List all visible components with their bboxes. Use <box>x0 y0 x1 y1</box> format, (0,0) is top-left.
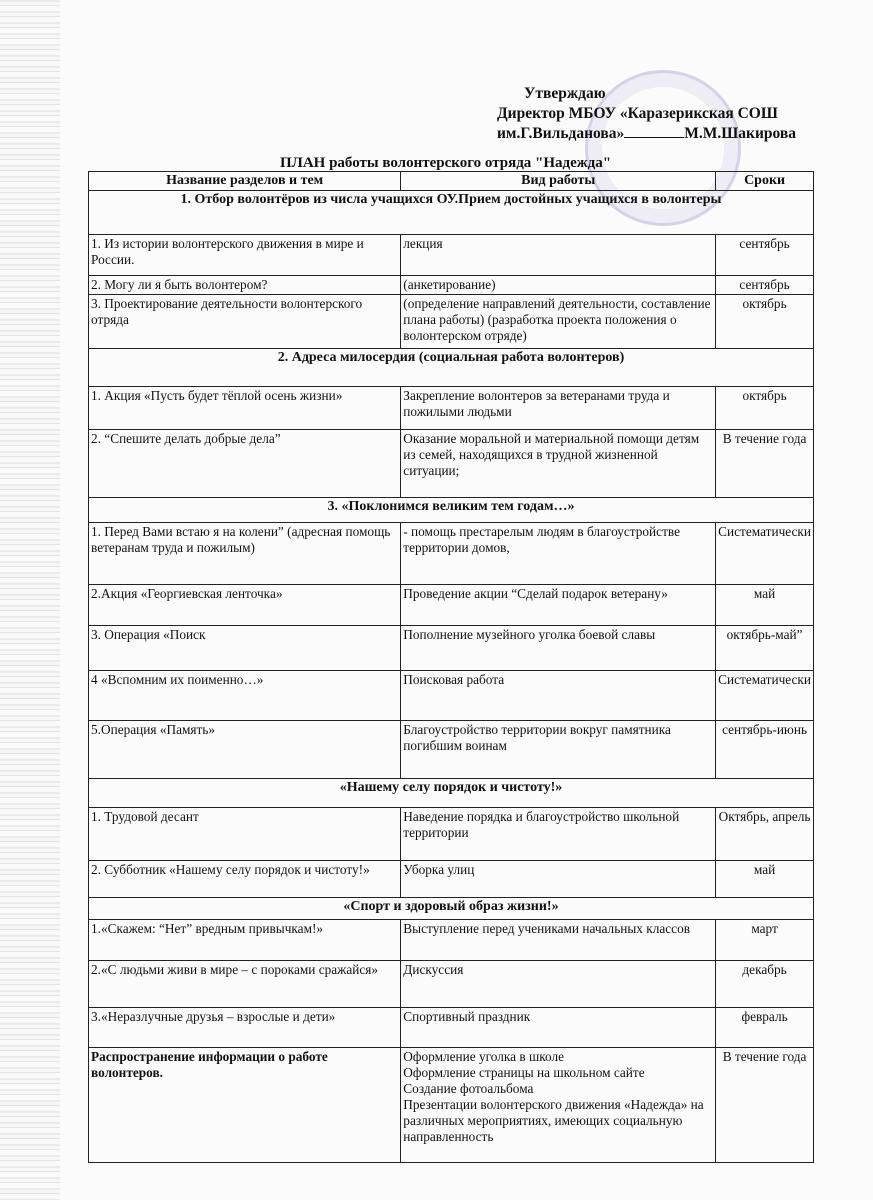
header-dates: Сроки <box>716 172 814 191</box>
document-title: ПЛАН работы волонтерского отряда "Надежда" <box>280 155 612 171</box>
dates-cell: октябрь-май” <box>716 626 814 671</box>
work-type-cell: лекция <box>401 235 716 276</box>
table-row <box>89 671 814 721</box>
work-type-cell: Оформление уголка в школе Оформление страницы на школьном сайте Создание фотоальбома Презентации волонтерского движения «Надежда» на различных мероприятиях, имеющих социальную направленность <box>401 1048 716 1163</box>
section-title: 3. «Поклонимся великим тем годам…» <box>89 498 814 523</box>
table-header-row <box>89 172 814 191</box>
dates-cell: май <box>716 861 814 898</box>
work-type-cell: Выступление перед учениками начальных классов <box>401 920 716 961</box>
table-row <box>89 276 814 295</box>
topic-cell: 1.«Скажем: “Нет” вредным привычкам!» <box>89 920 401 961</box>
work-type-cell: - помощь престарелым людям в благоустройстве территории домов, <box>401 523 716 585</box>
section-title: 2. Адреса милосердия (социальная работа волонтеров) <box>89 349 814 387</box>
topic-cell: 1. Акция «Пусть будет тёплой осень жизни» <box>89 387 401 430</box>
table-row <box>89 585 814 626</box>
table-row <box>89 808 814 861</box>
dates-cell: февраль <box>716 1008 814 1048</box>
dates-cell: декабрь <box>716 961 814 1008</box>
school-name: им.Г.Вильданова» <box>497 125 625 142</box>
dates-cell: Октябрь, апрель <box>716 808 814 861</box>
topic-cell: 3. Операция «Поиск <box>89 626 401 671</box>
approval-director: Директор МБОУ «Каразерикская СОШ <box>497 105 778 122</box>
director-name: М.М.Шакирова <box>684 125 797 142</box>
topic-cell: 5.Операция «Память» <box>89 721 401 779</box>
work-type-cell: Оказание моральной и материальной помощи детям из семей, находящихся в трудной жизненной ситуации; <box>401 430 716 498</box>
dates-cell: октябрь <box>716 295 814 349</box>
work-type-cell: Поисковая работа <box>401 671 716 721</box>
table-row <box>89 861 814 898</box>
table-row <box>89 721 814 779</box>
dates-cell: Систематически <box>716 523 814 585</box>
table-row <box>89 295 814 349</box>
work-type-cell: Уборка улиц <box>401 861 716 898</box>
header-work-type: Вид работы <box>401 172 716 191</box>
topic-cell: 1. Трудовой десант <box>89 808 401 861</box>
scan-edge-noise <box>0 0 60 1200</box>
table-row <box>89 961 814 1008</box>
section-row <box>89 779 814 808</box>
header-topics: Название разделов и тем <box>89 172 401 191</box>
dates-cell: сентябрь <box>716 276 814 295</box>
topic-cell: 2. Могу ли я быть волонтером? <box>89 276 401 295</box>
approval-signature-line <box>497 124 796 144</box>
section-row <box>89 349 814 387</box>
table-row <box>89 523 814 585</box>
work-type-cell: Дискуссия <box>401 961 716 1008</box>
topic-cell: 2. Субботник «Нашему селу порядок и чистоту!» <box>89 861 401 898</box>
dates-cell: март <box>716 920 814 961</box>
table-row <box>89 1048 814 1163</box>
work-type-cell: Проведение акции “Сделай подарок ветерану» <box>401 585 716 626</box>
approval-block <box>497 84 796 144</box>
topic-cell: 2. “Спешите делать добрые дела” <box>89 430 401 498</box>
topic-cell: 3. Проектирование деятельности волонтерского отряда <box>89 295 401 349</box>
topic-cell: 2.Акция «Георгиевская ленточка» <box>89 585 401 626</box>
topic-cell: 2.«С людьми живи в мире – с пороками сражайся» <box>89 961 401 1008</box>
work-type-cell: (анкетирование) <box>401 276 716 295</box>
work-type-cell: Наведение порядка и благоустройство школьной территории <box>401 808 716 861</box>
dates-cell: сентябрь-июнь <box>716 721 814 779</box>
approval-heading: Утверждаю <box>524 85 606 102</box>
signature <box>624 125 684 138</box>
section-title: «Спорт и здоровый образ жизни!» <box>89 898 814 920</box>
dates-cell: октябрь <box>716 387 814 430</box>
plan-table <box>88 171 814 1163</box>
table-row <box>89 920 814 961</box>
section-row <box>89 498 814 523</box>
section-row <box>89 898 814 920</box>
dates-cell: сентябрь <box>716 235 814 276</box>
section-title: «Нашему селу порядок и чистоту!» <box>89 779 814 808</box>
work-type-cell: (определение направлений деятельности, составление плана работы) (разработка проекта положения о волонтерском отряде) <box>401 295 716 349</box>
work-type-cell: Благоустройство территории вокруг памятника погибшим воинам <box>401 721 716 779</box>
table-row <box>89 626 814 671</box>
dates-cell: май <box>716 585 814 626</box>
work-type-cell: Спортивный праздник <box>401 1008 716 1048</box>
table-row <box>89 430 814 498</box>
section-row <box>89 191 814 235</box>
dates-cell: Систематически <box>716 671 814 721</box>
dates-cell: В течение года <box>716 1048 814 1163</box>
topic-cell: 3.«Неразлучные друзья – взрослые и дети» <box>89 1008 401 1048</box>
work-type-cell: Пополнение музейного уголка боевой славы <box>401 626 716 671</box>
topic-cell: Распространение информации о работе волонтеров. <box>89 1048 401 1163</box>
table-row <box>89 235 814 276</box>
topic-cell: 1. Из истории волонтерского движения в мире и России. <box>89 235 401 276</box>
work-type-cell: Закрепление волонтеров за ветеранами труда и пожилыми людьми <box>401 387 716 430</box>
topic-cell: 1. Перед Вами встаю я на колени” (адресная помощь ветеранам труда и пожилым) <box>89 523 401 585</box>
topic-cell: 4 «Вспомним их поименно…» <box>89 671 401 721</box>
table-row <box>89 387 814 430</box>
section-title: 1. Отбор волонтёров из числа учащихся ОУ.Прием достойных учащихся в волонтеры <box>89 191 814 235</box>
table-row <box>89 1008 814 1048</box>
dates-cell: В течение года <box>716 430 814 498</box>
